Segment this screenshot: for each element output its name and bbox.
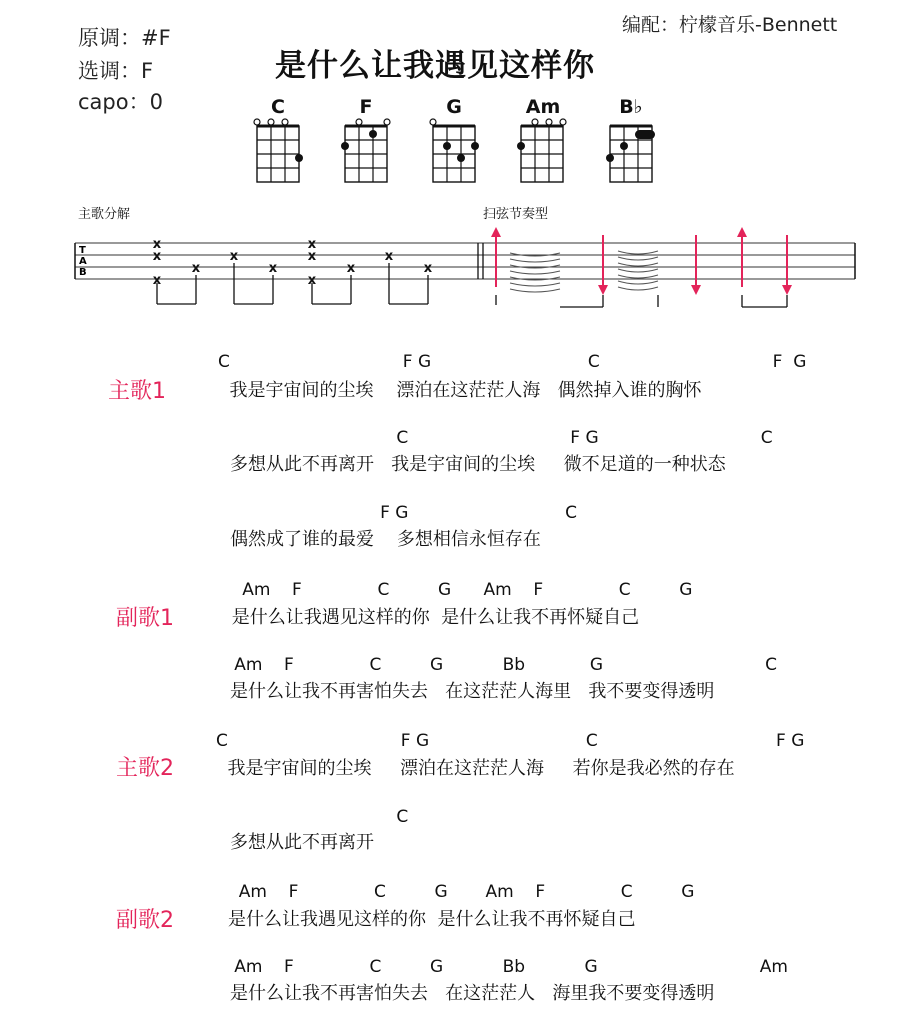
chord-diagrams [240,118,680,188]
chosen-key: 选调：F [78,59,154,83]
lyric-line: 是什么让我遇见这样的你 是什么让我不再怀疑自己 [226,607,640,628]
lyric-line: 是什么让我遇见这样的你 是什么让我不再怀疑自己 [228,909,636,930]
original-key: 原调：#F [78,26,171,50]
lyric-line: 多想从此不再离开 我是宇宙间的尘埃 微不足道的一种状态 [230,454,726,475]
section-label-chorus2: 副歌2 [116,908,174,933]
svg-text:x: x [307,273,317,288]
chord-line: C F G C F G [218,352,807,372]
chord-name-bb: B♭ [619,96,643,118]
chord-line: Am F C G Am F C G [228,882,695,902]
lyric-line: 是什么让我不再害怕失去 在这茫茫人 海里我不要变得透明 [230,983,715,1004]
svg-text:x: x [268,261,278,276]
lyric-line: 我是宇宙间的尘埃 漂泊在这茫茫人海 偶然掉入谁的胸怀 [218,380,702,401]
chord-diagram-bb [606,126,655,182]
chord-diagram-c [254,119,303,182]
tab-letter-t: T [79,245,86,256]
svg-text:x: x [191,261,201,276]
tab-staff [70,225,865,315]
svg-text:x: x [423,261,433,276]
chord-line: Am F C G Bb G Am [218,957,788,977]
svg-text:x: x [229,249,239,264]
chord-diagram-g [430,119,479,182]
svg-text:x: x [307,249,317,264]
chord-diagram-f [341,119,390,182]
capo: capo：0 [78,90,163,114]
svg-text:x: x [307,237,317,252]
lyric-line: 偶然成了谁的最爱 多想相信永恒存在 [230,529,541,550]
chord-name-am: Am [525,96,561,118]
chord-name-g: G [446,96,462,118]
svg-text:x: x [152,237,162,252]
chord-line: C [218,807,409,827]
lyric-line: 是什么让我不再害怕失去 在这茫茫人海里 我不要变得透明 [230,681,715,702]
chord-line: Am F C G Bb G C [218,655,778,675]
chord-diagram-am [517,119,566,182]
chord-name-c: C [271,96,285,118]
tab-letter-b: B [79,267,87,278]
chord-line: C F G C [218,428,773,448]
arranger: 编配：柠檬音乐-Bennett [622,14,838,36]
svg-text:x: x [384,249,394,264]
song-title: 是什么让我遇见这样你 [275,48,595,84]
section-label-chorus1: 副歌1 [116,606,174,631]
chord-line: Am F C G Am F C G [226,580,693,600]
chord-line: C F G C F G [216,731,805,751]
strum-pattern-label: 扫弦节奏型 [483,207,549,222]
section-label-verse2: 主歌2 [116,756,174,781]
lyric-line: 多想从此不再离开 [230,832,374,853]
chord-name-f: F [359,96,373,118]
svg-text:x: x [346,261,356,276]
section-label-verse1: 主歌1 [108,379,166,404]
chord-line: F G C [218,503,578,523]
lyric-line: 我是宇宙间的尘埃 漂泊在这茫茫人海 若你是我必然的存在 [216,758,735,779]
verse-pattern-label: 主歌分解 [78,207,131,222]
svg-text:x: x [152,249,162,264]
svg-text:x: x [152,273,162,288]
tab-letter-a: A [79,256,87,267]
